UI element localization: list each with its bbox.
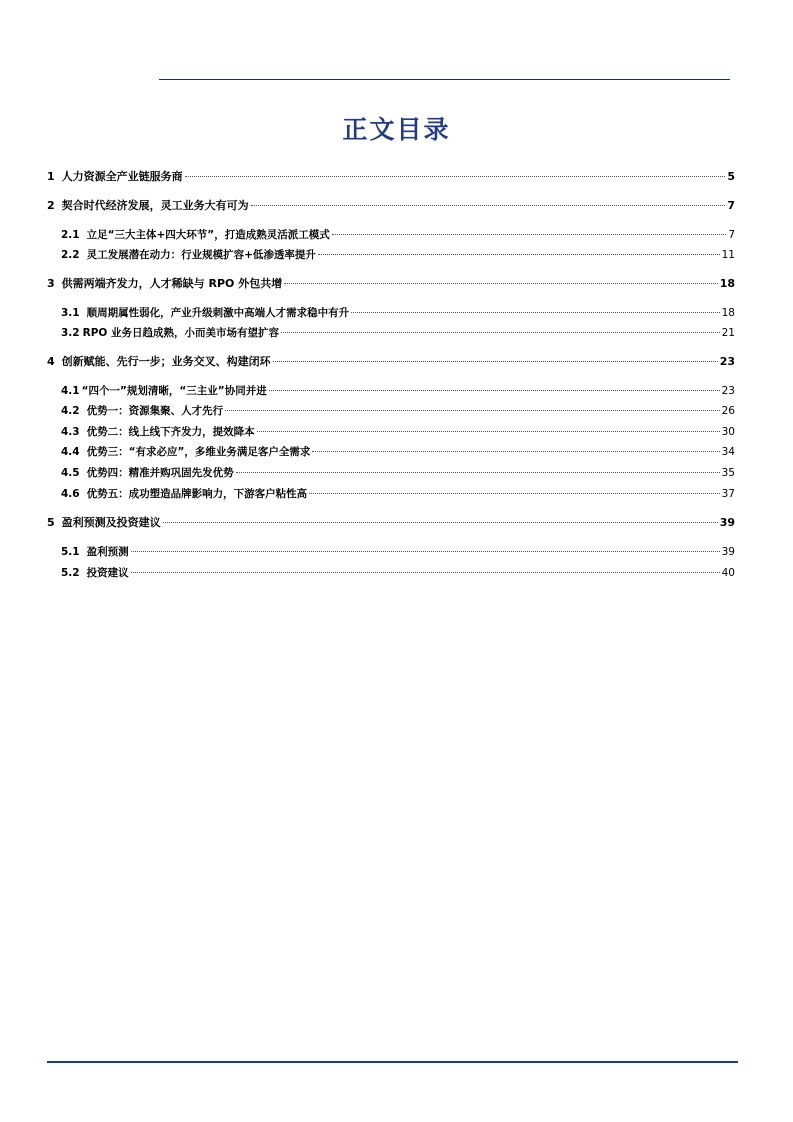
- toc-entry[interactable]: [61, 424, 735, 440]
- dot-leader: [269, 390, 720, 391]
- toc-entry[interactable]: [61, 305, 735, 321]
- toc-entry-page: 35: [721, 467, 735, 479]
- dot-leader: [309, 493, 720, 494]
- toc-entry-title: 优势五：成功塑造品牌影响力，下游客户粘性高: [86, 488, 308, 500]
- toc-entry-page: 39: [721, 546, 735, 558]
- toc-entry-title: 优势一：资源集聚、人才先行: [86, 405, 224, 417]
- toc-entry-number: 4: [47, 355, 55, 368]
- dot-leader: [251, 205, 726, 206]
- toc-entry-page: 18: [721, 307, 735, 319]
- toc-entry-number: 5.1: [61, 546, 80, 558]
- toc-entry-title: 创新赋能、先行一步；业务交叉、构建闭环: [61, 355, 271, 368]
- toc-entry[interactable]: [61, 247, 735, 263]
- toc-entry[interactable]: [61, 465, 735, 481]
- toc-entry[interactable]: [47, 515, 735, 531]
- toc-entry[interactable]: [61, 227, 735, 243]
- toc-entry-number: 4.3: [61, 426, 80, 438]
- toc-entry[interactable]: [61, 444, 735, 460]
- toc-entry-page: 11: [721, 249, 735, 261]
- toc-entry-page: 7: [727, 199, 735, 212]
- toc-entry-number: 3.1: [61, 307, 80, 319]
- toc-entry-number: 2.2: [61, 249, 80, 261]
- toc-entry[interactable]: [61, 565, 735, 581]
- toc-entry-page: 30: [721, 426, 735, 438]
- page-title: 正文目录: [342, 115, 451, 144]
- toc-entry[interactable]: [61, 325, 735, 341]
- toc-entry[interactable]: [61, 403, 735, 419]
- toc-entry-title: “四个一”规划清晰，“三主业”协同并进: [81, 385, 267, 397]
- toc-entry-title: 投资建议: [86, 567, 129, 579]
- toc-entry-page: 21: [721, 327, 735, 339]
- toc-entry[interactable]: [61, 544, 735, 560]
- dot-leader: [225, 410, 720, 411]
- header-rule: [159, 79, 730, 80]
- toc-entry-number: 2.1: [61, 229, 80, 241]
- footer-rule: [47, 1061, 738, 1063]
- toc-entry[interactable]: [61, 486, 735, 502]
- toc-entry-number: 5.2: [61, 567, 80, 579]
- dot-leader: [163, 522, 718, 523]
- dot-leader: [131, 551, 720, 552]
- toc-entry-title: 优势四：精准并购巩固先发优势: [86, 467, 234, 479]
- toc-entry-page: 5: [727, 170, 735, 183]
- dot-leader: [273, 361, 718, 362]
- toc-entry[interactable]: [47, 276, 735, 292]
- dot-leader: [284, 283, 717, 284]
- toc-entry-page: 40: [721, 567, 735, 579]
- toc-entry-title: 立足“三大主体+四大环节”，打造成熟灵活派工模式: [86, 229, 330, 241]
- toc-entry-title: 盈利预测: [86, 546, 129, 558]
- toc-entry-title: 灵工发展潜在动力：行业规模扩容+低渗透率提升: [86, 249, 316, 261]
- toc-entry-number: 4.1: [61, 385, 80, 397]
- toc-entry-number: 4.6: [61, 488, 80, 500]
- toc-entry-page: 34: [721, 446, 735, 458]
- toc-entry-page: 23: [721, 385, 735, 397]
- dot-leader: [185, 176, 726, 177]
- dot-leader: [312, 451, 719, 452]
- toc-entry-number: 2: [47, 199, 55, 212]
- toc-entry-page: 39: [719, 516, 735, 529]
- toc-entry-title: 优势三：“有求必应”，多维业务满足客户全需求: [86, 446, 311, 458]
- dot-leader: [332, 234, 727, 235]
- toc-entry-page: 18: [719, 277, 735, 290]
- dot-leader: [351, 312, 720, 313]
- toc-entry[interactable]: [47, 169, 735, 185]
- toc-entry-title: 优势二：线上线下齐发力，提效降本: [86, 426, 255, 438]
- dot-leader: [131, 572, 720, 573]
- toc-entry-number: 4.5: [61, 467, 80, 479]
- dot-leader: [318, 254, 720, 255]
- toc-entry[interactable]: [61, 383, 735, 399]
- toc-entry-number: 1: [47, 170, 55, 183]
- dot-leader: [236, 472, 720, 473]
- toc-entry-title: RPO 业务日趋成熟，小而美市场有望扩容: [82, 327, 279, 339]
- toc-entry-number: 3: [47, 277, 55, 290]
- toc-entry-title: 顺周期属性弱化，产业升级刺激中高端人才需求稳中有升: [86, 307, 350, 319]
- toc-entry-title: 盈利预测及投资建议: [61, 516, 161, 529]
- toc-entry-page: 26: [721, 405, 735, 417]
- toc-entry-number: 3.2: [61, 327, 80, 339]
- toc-entry-title: 契合时代经济发展，灵工业务大有可为: [61, 199, 249, 212]
- dot-leader: [281, 332, 720, 333]
- toc-entry-page: 23: [719, 355, 735, 368]
- toc-entry-page: 37: [721, 488, 735, 500]
- toc-entry-title: 人力资源全产业链服务商: [61, 170, 183, 183]
- toc-entry[interactable]: [47, 198, 735, 214]
- dot-leader: [257, 431, 720, 432]
- toc-entry[interactable]: [47, 354, 735, 370]
- toc-entry-title: 供需两端齐发力，人才稀缺与 RPO 外包共增: [61, 277, 283, 290]
- toc-entry-number: 4.4: [61, 446, 80, 458]
- toc-entry-number: 4.2: [61, 405, 80, 417]
- toc-entry-page: 7: [728, 229, 735, 241]
- toc-entry-number: 5: [47, 516, 55, 529]
